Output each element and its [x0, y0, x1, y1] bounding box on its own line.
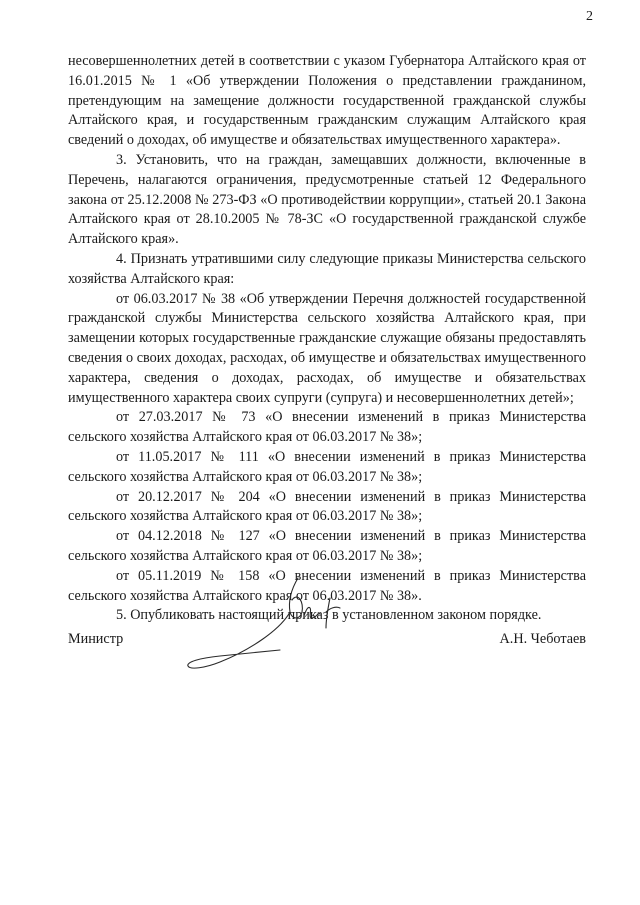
- repealed-order-204: от 20.12.2017 № 204 «О внесении изменений в приказ Министерства сельского хозяйства Алтайского края от 06.03.2017 № 38»;: [68, 488, 586, 525]
- repealed-order-158: от 05.11.2019 № 158 «О внесении изменений в приказ Министерства сельского хозяйства Алтайского края от 06.03.2017 № 38».: [68, 567, 586, 604]
- signatory-title: Министр: [68, 631, 124, 647]
- paragraph-item-3: 3. Установить, что на граждан, замещавших должности, включенные в Перечень, налагаются ограничения, предусмотренные статьей 12 Федерального закона от 25.12.2008 № 273-ФЗ «О противодействии коррупции», статьей 20.1 Закона Алтайского края от 28.10.2005 № 78-ЗС «О государственной гражданской службе Алтайского края».: [68, 151, 586, 248]
- repealed-order-111: от 11.05.2017 № 111 «О внесении изменений в приказ Министерства сельского хозяйства Алтайского края от 06.03.2017 № 38»;: [68, 448, 586, 485]
- signatory-name: А.Н. Чеботаев: [499, 631, 586, 647]
- document-body: [68, 52, 586, 626]
- paragraph-continuation: несовершеннолетних детей в соответствии с указом Губернатора Алтайского края от 16.01.2015 № 1 «Об утверждении Положения о представлении гражданином, претендующим на замещение должности государственной гражданской службы Алтайского края, и государственным гражданским служащим Алтайского края сведений о доходах, об имуществе и обязательствах имущественного характера».: [68, 53, 586, 149]
- signature-block: [68, 630, 586, 660]
- handwritten-signature: [180, 570, 360, 680]
- paragraph-item-5: 5. Опубликовать настоящий приказ в установленном законом порядке.: [116, 607, 542, 624]
- paragraph-item-4: 4. Признать утратившими силу следующие приказы Министерства сельского хозяйства Алтайского края:: [68, 250, 586, 287]
- repealed-order-38: от 06.03.2017 № 38 «Об утверждении Перечня должностей государственной гражданской службы Министерства сельского хозяйства Алтайского края, при замещении которых государственные гражданские служащие обязаны предоставлять сведения о своих доходах, расходах, об имуществе и обязательствах имущественного характера, сведения о доходах, расходах, об имуществе и обязательствах имущественного характера своих супруги (супруга) и несовершеннолетних детей»;: [68, 290, 586, 406]
- repealed-order-73: от 27.03.2017 № 73 «О внесении изменений в приказ Министерства сельского хозяйства Алтайского края от 06.03.2017 № 38»;: [68, 409, 586, 446]
- repealed-order-127: от 04.12.2018 № 127 «О внесении изменений в приказ Министерства сельского хозяйства Алтайского края от 06.03.2017 № 38»;: [68, 528, 586, 564]
- page-number: 2: [586, 9, 593, 24]
